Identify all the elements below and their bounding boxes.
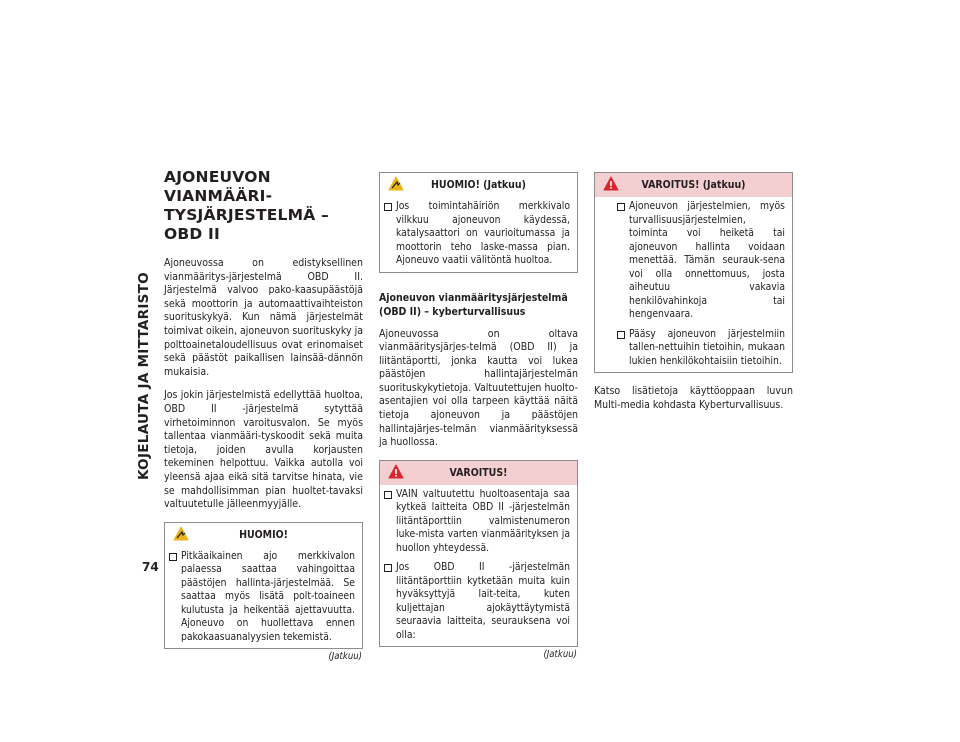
warning-title: VAROITUS!: [449, 466, 508, 479]
warning-item-text: Ajoneuvon järjestelmien, myös turvallisuusjärjestelmien, toiminta voi heiketä tai ajoneuvon hallinta voidaan menettää. Tämän seurauk-sena voi olla onnettomuus, josta aiheutuu vakavia henkilövahinkoja tai hengenvaara.: [629, 200, 785, 320]
intro-paragraph: Ajoneuvossa on edistyksellinen vianmääritys-järjestelmä OBD II. Järjestelmä valvoo pako-kaasupäästöjä sekä moottorin ja automaattivaihteiston suorituskykyä. Kun nämä järjestelmät toimivat oikein, ajoneuvon suorituskyky ja polttoainetaloudellisuus ovat erinomaiset sekä päästöt paikallisen lainsää-dännön mukaisia.: [164, 257, 363, 378]
service-paragraph: Jos jokin järjestelmistä edellyttää huoltoa, OBD II -järjestelmä sytyttää virhetoiminnon varoitusvalon. Se myös tallentaa vianmääri-tyskoodit sekä muita tietoja, joiden avulla korjausten tekeminen helpottuu. Vaikka autolla voi yleensä ajaa eikä sitä tarvitse hinata, vie se mahdollisimman pian huoltet-tavaksi valtuutetulle jälleenmyyjälle.: [164, 389, 363, 511]
notice-title: HUOMIO!: [239, 528, 288, 541]
section-heading: AJONEUVON VIANMÄÄRI-TYSJÄRJESTELMÄ – OBD II: [164, 168, 329, 243]
warning-header: [595, 173, 792, 197]
warning-item: [384, 561, 570, 642]
warning-item-text: Pääsy ajoneuvon järjestelmiin tallen-nettuihin tietoihin, mukaan lukien henkilökohtaisiin tietoihin.: [629, 327, 785, 367]
column-1: [164, 168, 363, 662]
notice-box-continued: [379, 172, 578, 273]
page-number: 74: [142, 560, 159, 574]
warning-body: [380, 485, 577, 647]
warning-item-text: VAIN valtuutettu huoltoasentaja saa kytkeä laitteita OBD II -järjestelmän liitäntäporttiin valmistenumeron luke-mista varten vianmäärityksen ja huollon yhteydessä.: [396, 487, 570, 554]
chapter-side-title: [134, 178, 154, 573]
notice-item-text: Pitkäaikainen ajo merkkivalon palaessa saattaa vahingoittaa päästöjen hallinta-järjestelmää. Se saattaa myös lisätä polt-toaineen kulutusta ja heikentää ajettavuutta. Ajoneuvo on huollettava ennen pakokaasuanalyysien tekemistä.: [181, 549, 355, 643]
warning-item: [384, 488, 570, 556]
cybersecurity-subheading: Ajoneuvon vianmääritysjärjestelmä (OBD II) – kyberturvallisuus: [379, 291, 568, 318]
chapter-title-text: KOJELAUTA JA MITTARISTO: [136, 271, 152, 480]
square-bullet-icon: [384, 200, 396, 268]
warning-item-text: Jos OBD II -järjestelmän liitäntäporttiin kytketään muita kuin hyväksyttyjä lait-teita, kuten kuljettajan ajokäyttäytymistä seuraavia laitteita, seurauksena voi olla:: [396, 561, 570, 641]
warning-box: [379, 460, 578, 648]
continued-label: (Jatkuu): [328, 651, 362, 663]
square-bullet-icon: [617, 328, 629, 369]
notice-item-text: Jos toimintahäiriön merkkivalo vilkkuu ajoneuvon käydessä, katalysaattori on vaurioitumassa ja moottorin teho laske-massa pian. Ajoneuvo vaatii välitöntä huoltoa.: [396, 200, 570, 266]
square-bullet-icon: [169, 550, 181, 645]
notice-title: HUOMIO! (Jatkuu): [431, 179, 526, 191]
warning-box-continued: [594, 172, 793, 373]
warning-triangle-icon: [388, 464, 404, 479]
warning-item: [617, 200, 785, 322]
warning-body: [595, 197, 792, 372]
column-2: [379, 172, 578, 660]
notice-header: [165, 523, 362, 547]
cybersecurity-paragraph: Ajoneuvossa on oltava vianmääritysjärjes-telmä (OBD II) ja liitäntäportti, jonka kautta voi lukea päästöjen hallintajärjestelmän suorituskykytietoja. Valtuutettujen huolto-asentajien voi olla tarpeen käyttää näitä tietoja ajoneuvon ja päästöjen hallintajärjes-telmän vianmäärityksessä ja huollossa.: [379, 327, 578, 449]
square-bullet-icon: [384, 488, 396, 556]
notice-header: [380, 173, 577, 197]
notice-item: [169, 550, 355, 645]
notice-box: [164, 522, 363, 650]
warning-triangle-icon: [603, 176, 619, 191]
column-3: [594, 172, 793, 422]
square-bullet-icon: [617, 200, 629, 322]
notice-item: [384, 200, 570, 268]
notice-body: [380, 197, 577, 272]
warning-item: [617, 328, 785, 369]
warning-header: [380, 461, 577, 485]
reference-paragraph: Katso lisätietoja käyttöoppaan luvun Multi-media kohdasta Kyberturvallisuus.: [594, 385, 793, 411]
continued-label: (Jatkuu): [543, 649, 577, 661]
caution-triangle-icon: [173, 526, 189, 541]
square-bullet-icon: [384, 561, 396, 642]
caution-triangle-icon: [388, 176, 404, 191]
notice-body: [165, 547, 362, 649]
warning-title: VAROITUS! (Jatkuu): [641, 179, 746, 191]
